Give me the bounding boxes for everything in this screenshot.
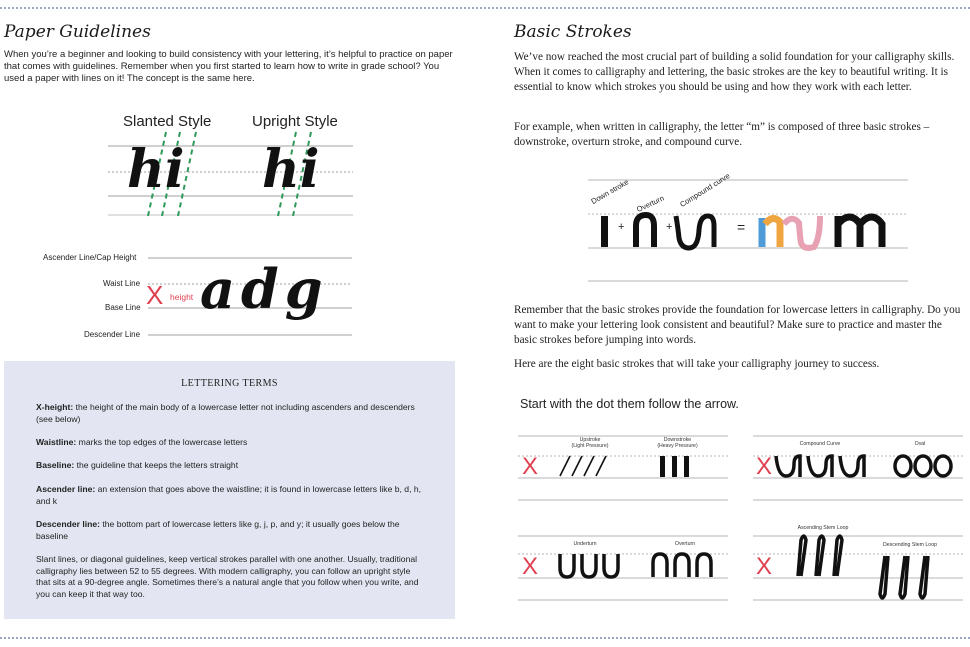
lettering-terms-panel [4,361,455,619]
overturn-marks [653,554,711,577]
basic-strokes-p1: We’ve now reached the most crucial part of building a solid foundation for your calligraphy skills. When it comes to calligraphy and lettering, the basic strokes are the key to beautiful writing. It is essential to know which strokes you should be using and how they work with each letter. [514,51,955,93]
oval-marks [895,456,951,476]
paper-guidelines-heading: Paper Guidelines [4,22,151,42]
compound-curve-mark [676,216,714,248]
stroke-chart-title: Start with the dot them follow the arrow. [520,397,739,411]
term-descender-line: Descender line: the bottom part of lowercase letters like g, j, p, and y; it usually goes below the baseline [36,519,400,541]
underturn-caption: Underturn [573,541,597,547]
panel2-x-mark: X [756,453,773,480]
term-baseline: Baseline: the guideline that keeps the letters straight [36,460,239,470]
x-height-x-mark: X [146,280,164,310]
upstroke-marks [560,456,606,476]
compound-curve-caption: Compound curve [678,171,732,209]
compound-curve-panel-caption: Compound Curve [799,441,841,447]
term-x-height: X-height: the height of the main body of a lowercase letter not including ascenders and descenders (see below) [36,402,415,424]
basic-strokes-p3: Remember that the basic strokes provide the foundation for lowercase letters in calligraphy. Do you want to make your lettering look consistent and beautiful? Make sure to practice and master the basic strokes before jumping into words. [514,304,961,346]
descending-loop-marks [880,556,928,598]
ascender-line-label: Ascender Line/Cap Height [43,253,137,262]
letter-m-composition-figure [588,168,908,286]
lettering-terms-title: LETTERING TERMS [181,378,278,389]
ascending-stem-loop-caption: Ascending Stem Loop [797,525,849,531]
panel3-x-mark: X [522,553,539,580]
downstroke-heavy-caption: Downstroke (Heavy Pressure) [657,437,698,449]
basic-strokes-p4: Here are the eight basic strokes that will take your calligraphy journey to success. [514,358,880,370]
upstroke-caption: Upstroke (Light Pressure) [571,437,609,449]
plus-sign-2: + [666,221,673,233]
slanted-hi-sample: hi [127,139,185,200]
oval-caption: Oval [914,441,926,447]
downstroke-marks [660,456,689,477]
colored-m-pink [784,216,820,248]
top-dotted-border [0,7,970,9]
underturn-marks [560,554,618,577]
descending-stem-loop-caption: Descending Stem Loop [883,542,937,548]
upright-hi-sample: hi [262,139,320,200]
equals-sign: = [737,219,746,235]
descender-line-label: Descender Line [84,330,141,339]
stroke-panel-lines [518,428,963,603]
overturn-caption: Overturn [635,193,666,214]
panel4-x-mark: X [756,553,773,580]
basic-strokes-p2: For example, when written in calligraphy, the letter “m” is composed of three basic strokes – downstroke, overturn stroke, and compound curve. [514,121,930,148]
overturn-panel-caption: Overturn [674,541,696,547]
colored-m-orange [765,218,780,247]
base-line-label: Base Line [105,303,141,312]
slant-lines-paragraph: Slant lines, or diagonal guidelines, keep vertical strokes parallel with one another. Usually, traditional calligraphy lies between 52 to 55 degrees. With modern calligraphy, you can follow an upright style that sits at a 90-degree angle. Sometimes there’s a natural angle that you follow when you write, and you can keep it that way too. [36,554,419,599]
term-ascender-line: Ascender line: an extension that goes above the waistline; it is found in lowercase letters like b, d, h, and k [36,484,422,506]
ascending-loop-marks [798,536,842,576]
term-waistline: Waistline: marks the top edges of the lowercase letters [36,437,248,447]
panel1-x-mark: X [522,453,539,480]
basic-strokes-heading: Basic Strokes [514,22,632,42]
paper-guidelines-intro: When you’re a beginner and looking to build consistency with your lettering, it’s helpful to practice on paper that comes with guidelines. Remember when you first started to learn how to write in grade school? You used a paper with lines on it! The concept is the same here. [4,49,453,84]
adg-sample-letters: adg [200,257,329,321]
upright-style-label: Upright Style [252,113,338,130]
plus-sign-1: + [618,221,625,233]
final-m-letter [838,216,882,247]
slanted-style-label: Slanted Style [123,113,212,130]
compound-curve-marks [776,456,864,477]
downstroke-caption: Down stroke [589,177,631,206]
overturn-mark [636,215,654,247]
waist-line-label: Waist Line [103,279,141,288]
x-height-label: height [170,292,194,302]
downstroke-mark [601,216,608,247]
bottom-dotted-border [0,637,970,639]
